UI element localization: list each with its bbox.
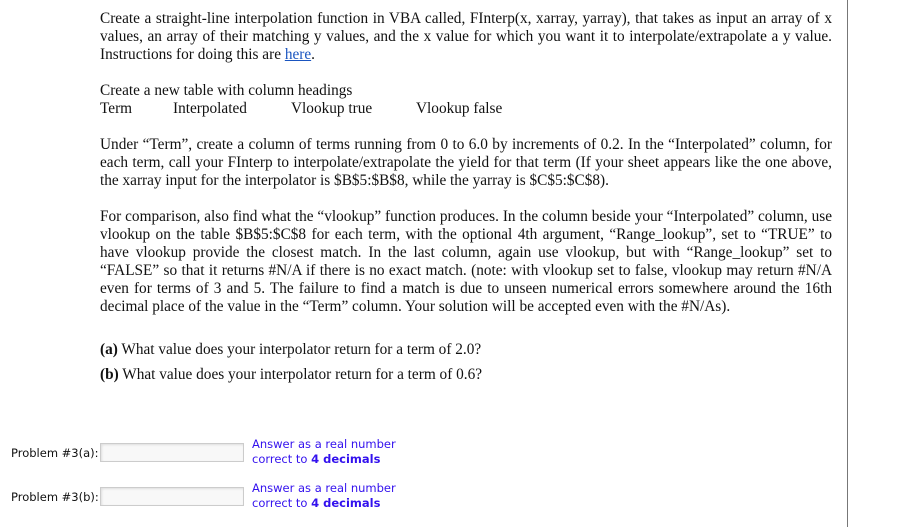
intro-text: Create a straight-line interpolation function in VBA called, FInterp(x, xarray, yarray), that takes as input an array of x values, an array of their matching y values, and the x value for which you want it to interpolate/extrapolate a y value. Instructions for doing this are [100,10,832,63]
intro-end: . [311,46,315,63]
column-headings [100,100,832,118]
hint-line1: Answer as a real number [252,437,396,451]
problem-3a-answer-input[interactable] [100,443,244,462]
problem-3b-label: Problem #3(b): [11,490,99,504]
problem-3a-hint [252,437,396,467]
question-b-text: What value does your interpolator return for a term of 0.6? [118,366,483,383]
hint-bold: 4 decimals [311,452,381,466]
page-divider [847,0,848,527]
hint-line2 [252,496,396,511]
table-instructions: Create a new table with column headings [100,82,353,99]
hint-text: correct to [252,496,312,510]
paragraph-term: Under “Term”, create a column of terms running from 0 to 6.0 by increments of 0.2. In the “Interpolated” column, for each term, call your FInterp to interpolate/extrapolate the yield for that term (If your sheet appears like the one above, the xarray input for the interpolator is $B$5:$B$8, while the yarray is $C$5:$C$8). [100,136,832,189]
problem-3b-hint [252,481,396,511]
question-a-text: What value does your interpolator return for a term of 2.0? [117,341,482,358]
heading-vlookup-true: Vlookup true [291,100,373,117]
heading-vlookup-false: Vlookup false [416,100,503,117]
question-b-label: (b) [100,366,119,383]
question-b [100,366,832,384]
paragraph-intro [100,10,832,64]
hint-bold: 4 decimals [311,496,381,510]
heading-term: Term [100,100,133,117]
question-a-label: (a) [100,341,118,358]
here-link[interactable]: here [284,46,312,63]
hint-line1: Answer as a real number [252,481,396,495]
question-a [100,341,832,359]
paragraph-vlookup: For comparison, also find what the “vlookup” function produces. In the column beside your “Interpolated” column, use vlookup on the table $B$5:$C$8 for each term, with the optional 4th argument, “Range_lookup”, set to “TRUE” to have vlookup provide the closest match. In the last column, again use vlookup, but with “Range_lookup” set to “FALSE” so that it returns #N/A if there is no exact match. (note: with vlookup set to false, vlookup may return #N/A even for terms of 3 and 5. The failure to find a match is due to unseen numerical errors somewhere around the 16th decimal place of the value in the “Term” column. Your solution will be accepted even with the #N/As). [100,208,832,315]
hint-line2 [252,452,396,467]
hint-text: correct to [252,452,312,466]
heading-interpolated: Interpolated [173,100,247,117]
problem-3b-answer-input[interactable] [100,487,244,506]
problem-3a-label: Problem #3(a): [11,446,99,460]
problem-text [100,10,832,384]
